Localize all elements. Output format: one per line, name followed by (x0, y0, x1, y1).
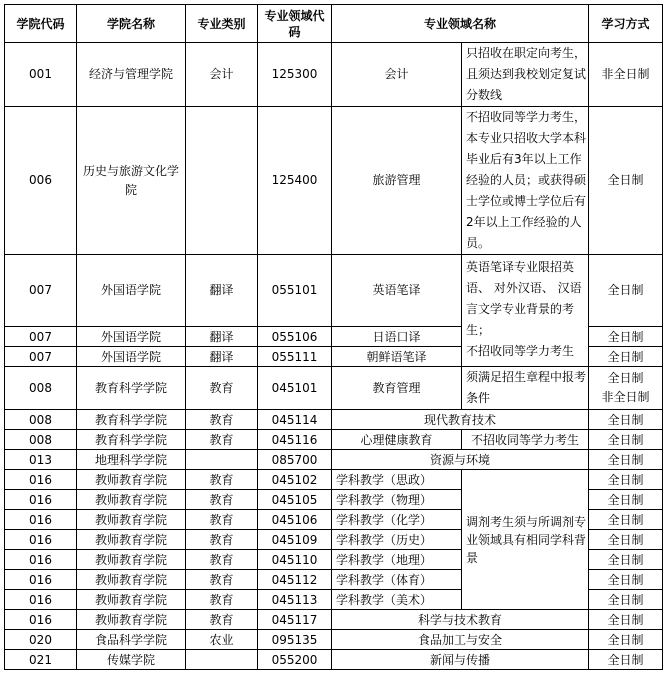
note: 须满足招生章程中报考条件 (462, 367, 589, 410)
field-code: 045110 (258, 550, 332, 570)
study-mode: 全日制 (589, 490, 663, 510)
field-code: 045105 (258, 490, 332, 510)
field-name: 会计 (332, 43, 462, 107)
category: 教育 (186, 410, 258, 430)
category: 翻译 (186, 347, 258, 367)
header-field-name: 专业领域名称 (332, 5, 589, 43)
study-mode-line: 非全日制 (601, 390, 650, 404)
field-name: 学科教学（物理） (332, 490, 462, 510)
college-code: 021 (5, 650, 77, 670)
category: 教育 (186, 490, 258, 510)
college-name: 经济与管理学院 (77, 43, 186, 107)
header-college-code: 学院代码 (5, 5, 77, 43)
college-code: 001 (5, 43, 77, 107)
field-name: 英语笔译 (332, 255, 462, 327)
header-row (5, 5, 663, 43)
note: 调剂考生须与所调剂专业领域具有相同学科背景 (462, 470, 589, 610)
study-mode: 全日制 (589, 570, 663, 590)
college-name: 教师教育学院 (77, 610, 186, 630)
study-mode: 非全日制 (589, 43, 663, 107)
college-name: 地理科学学院 (77, 450, 186, 470)
table-row (5, 450, 663, 470)
note: 不招收同等学力考生 (462, 430, 589, 450)
college-code: 008 (5, 430, 77, 450)
college-code: 016 (5, 490, 77, 510)
field-code: 045106 (258, 510, 332, 530)
field-code: 045112 (258, 570, 332, 590)
category: 教育 (186, 470, 258, 490)
field-name: 学科教学（化学） (332, 510, 462, 530)
field-code: 055101 (258, 255, 332, 327)
college-code: 016 (5, 510, 77, 530)
field-name: 现代教育技术 (332, 410, 589, 430)
field-code: 045113 (258, 590, 332, 610)
college-code: 016 (5, 570, 77, 590)
table-row (5, 610, 663, 630)
college-name: 食品科学学院 (77, 630, 186, 650)
college-name: 教育科学学院 (77, 367, 186, 410)
category: 教育 (186, 590, 258, 610)
college-code: 007 (5, 327, 77, 347)
study-mode: 全日制 (589, 630, 663, 650)
field-name: 食品加工与安全 (332, 630, 589, 650)
college-name: 教育科学学院 (77, 430, 186, 450)
college-code: 007 (5, 347, 77, 367)
study-mode: 全日制 (589, 530, 663, 550)
college-name: 外国语学院 (77, 255, 186, 327)
table-row (5, 107, 663, 255)
college-code: 016 (5, 590, 77, 610)
study-mode (589, 367, 663, 410)
college-code: 006 (5, 107, 77, 255)
study-mode: 全日制 (589, 347, 663, 367)
college-code: 008 (5, 410, 77, 430)
field-code: 045102 (258, 470, 332, 490)
category: 教育 (186, 510, 258, 530)
study-mode: 全日制 (589, 610, 663, 630)
category: 会计 (186, 43, 258, 107)
field-code: 045117 (258, 610, 332, 630)
field-name: 教育管理 (332, 367, 462, 410)
table-row (5, 367, 663, 410)
table-row (5, 650, 663, 670)
study-mode: 全日制 (589, 107, 663, 255)
college-code: 008 (5, 367, 77, 410)
category: 农业 (186, 630, 258, 650)
header-category: 专业类别 (186, 5, 258, 43)
study-mode: 全日制 (589, 550, 663, 570)
field-name: 科学与技术教育 (332, 610, 589, 630)
note-line: 英语笔译专业限招英语、 对外汉语、 汉语言文学专业背景的考生； (466, 260, 582, 337)
study-mode-line: 全日制 (607, 371, 644, 385)
college-name: 外国语学院 (77, 327, 186, 347)
admissions-table (4, 4, 663, 670)
field-name: 资源与环境 (332, 450, 589, 470)
category: 翻译 (186, 327, 258, 347)
college-name: 教师教育学院 (77, 470, 186, 490)
table-row (5, 255, 663, 327)
note (462, 255, 589, 367)
college-name: 教师教育学院 (77, 590, 186, 610)
note: 只招收在职定向考生，且须达到我校划定复试分数线 (462, 43, 589, 107)
field-code: 125400 (258, 107, 332, 255)
field-code: 045101 (258, 367, 332, 410)
college-code: 016 (5, 610, 77, 630)
category (186, 450, 258, 470)
category: 教育 (186, 610, 258, 630)
college-name: 教师教育学院 (77, 570, 186, 590)
table-row (5, 43, 663, 107)
college-code: 016 (5, 470, 77, 490)
college-name: 教师教育学院 (77, 510, 186, 530)
category (186, 107, 258, 255)
college-name: 教师教育学院 (77, 530, 186, 550)
college-name: 传媒学院 (77, 650, 186, 670)
college-code: 020 (5, 630, 77, 650)
college-code: 013 (5, 450, 77, 470)
header-study-mode: 学习方式 (589, 5, 663, 43)
category: 教育 (186, 550, 258, 570)
study-mode: 全日制 (589, 430, 663, 450)
field-code: 045109 (258, 530, 332, 550)
field-name: 旅游管理 (332, 107, 462, 255)
study-mode: 全日制 (589, 255, 663, 327)
field-code: 045114 (258, 410, 332, 430)
category: 教育 (186, 570, 258, 590)
field-code: 055111 (258, 347, 332, 367)
college-code: 016 (5, 550, 77, 570)
table-row (5, 630, 663, 650)
header-college-name: 学院名称 (77, 5, 186, 43)
field-name: 日语口译 (332, 327, 462, 347)
note: 不招收同等学力考生，本专业只招收大学本科毕业后有3年以上工作经验的人员；或获得硕士学位或博士学位后有2年以上工作经验的人员。 (462, 107, 589, 255)
study-mode: 全日制 (589, 510, 663, 530)
table-row (5, 430, 663, 450)
field-code: 045116 (258, 430, 332, 450)
field-name: 学科教学（思政） (332, 470, 462, 490)
college-name: 教师教育学院 (77, 490, 186, 510)
field-code: 125300 (258, 43, 332, 107)
category: 教育 (186, 430, 258, 450)
field-code: 055200 (258, 650, 332, 670)
study-mode: 全日制 (589, 590, 663, 610)
study-mode: 全日制 (589, 450, 663, 470)
category: 教育 (186, 367, 258, 410)
table-row (5, 470, 663, 490)
field-name: 心理健康教育 (332, 430, 462, 450)
field-code: 095135 (258, 630, 332, 650)
college-name: 历史与旅游文化学院 (77, 107, 186, 255)
category: 教育 (186, 530, 258, 550)
study-mode: 全日制 (589, 327, 663, 347)
field-name: 朝鲜语笔译 (332, 347, 462, 367)
field-name: 学科教学（体育） (332, 570, 462, 590)
note-line: 不招收同等学力考生 (466, 344, 575, 358)
college-code: 016 (5, 530, 77, 550)
college-name: 外国语学院 (77, 347, 186, 367)
category (186, 650, 258, 670)
category: 翻译 (186, 255, 258, 327)
field-name: 新闻与传播 (332, 650, 589, 670)
field-name: 学科教学（地理） (332, 550, 462, 570)
study-mode: 全日制 (589, 650, 663, 670)
header-field-code: 专业领域代码 (258, 5, 332, 43)
field-code: 085700 (258, 450, 332, 470)
field-name: 学科教学（美术） (332, 590, 462, 610)
table-row (5, 410, 663, 430)
field-code: 055106 (258, 327, 332, 347)
study-mode: 全日制 (589, 470, 663, 490)
college-name: 教师教育学院 (77, 550, 186, 570)
study-mode: 全日制 (589, 410, 663, 430)
field-name: 学科教学（历史） (332, 530, 462, 550)
college-name: 教育科学学院 (77, 410, 186, 430)
college-code: 007 (5, 255, 77, 327)
